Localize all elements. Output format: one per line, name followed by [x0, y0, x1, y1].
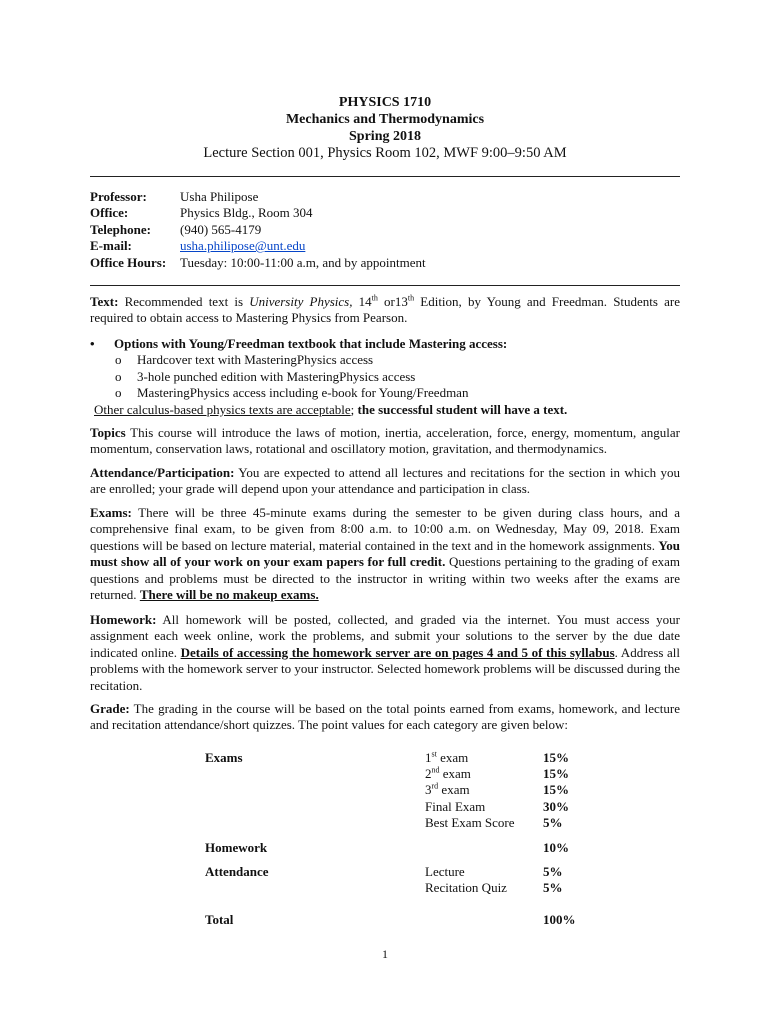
exams-label: Exams: [90, 505, 132, 520]
office-location: Physics Bldg., Room 304 [180, 205, 313, 221]
professor-row [90, 189, 426, 205]
homework-server-note: Details of accessing the homework server are on pages 4 and 5 of this syllabus [180, 644, 615, 660]
course-number: PHYSICS 1710 [338, 95, 432, 110]
exam-3-item: 3rd exam [425, 781, 470, 797]
attendance-category: Attendance [205, 864, 269, 879]
email-label: E-mail: [90, 238, 132, 254]
exams-category: Exams [205, 750, 243, 765]
office-hours-row [90, 255, 426, 271]
final-exam-item: Final Exam [425, 799, 486, 814]
textbook-options [90, 336, 680, 418]
best-exam-item: Best Exam Score [425, 815, 515, 830]
homework-label: Homework: [90, 612, 157, 627]
options-heading: • Options with Young/Freedman textbook that include Mastering access: [90, 336, 508, 351]
office-hours: Tuesday: 10:00-11:00 a.m, and by appointment [180, 254, 426, 270]
no-makeup-note: There will be no makeup exams. [139, 587, 319, 603]
text-section [90, 294, 680, 327]
topics-text: This course will introduce the laws of motion, inertia, acceleration, force, energy, momentum, angular momentum, conservation laws, rotational and oscillatory motion, gravitation, and thermodynamics. [90, 425, 680, 457]
recitation-quiz-percent: 5% [543, 880, 563, 895]
best-exam-percent: 5% [543, 815, 563, 830]
office-label: Office: [90, 205, 129, 221]
option-item: o Hardcover text with MasteringPhysics access [115, 352, 374, 368]
syllabus-header [90, 94, 680, 162]
page-number: 1 [382, 947, 388, 961]
divider-top [90, 176, 680, 177]
exam-3-percent: 15% [543, 782, 569, 797]
homework-percent: 10% [543, 840, 569, 855]
homework-section: Homework: All homework will be posted, collected, and graded via the internet. You must access your assignment each week online, work the problems, and submit your solutions to the server by the due date indicated online. Details of accessing the homework server are on pages 4 and 5 of this syllabus. Address all problems with the homework server to your instructor. Selected homework problems will be discussed during the recitation. [90, 612, 680, 693]
textbook-title: University Physics, [249, 294, 353, 309]
exam-1-percent: 15% [543, 750, 569, 765]
course-title: Mechanics and Thermodynamics [285, 112, 485, 127]
email-row [90, 238, 426, 254]
attendance-text: You are expected to attend all lectures and recitations for the section in which you are enrolled; your grade will depend upon your attendance and participation in class. [90, 465, 680, 497]
grade-label: Grade: [90, 701, 130, 716]
topics-label: Topics [90, 425, 126, 440]
instructor-info [90, 189, 426, 271]
lecture-section: Lecture Section 001, Physics Room 102, MWF 9:00–9:50 AM [203, 145, 567, 161]
attendance-section [90, 465, 680, 498]
attendance-label: Attendance/Participation: [90, 465, 235, 480]
show-work-note: You must show all of your work on your exam papers for full credit. [90, 537, 680, 570]
exam-2-percent: 15% [543, 766, 569, 781]
option-item: o 3-hole punched edition with MasteringPhysics access [115, 368, 416, 384]
telephone-label: Telephone: [90, 221, 151, 237]
telephone-row [90, 222, 426, 238]
email-link[interactable]: usha.philipose@unt.edu [180, 238, 306, 254]
total-percent: 100% [543, 912, 576, 927]
exam-2-item: 2nd exam [425, 765, 471, 781]
lecture-item: Lecture [425, 864, 465, 879]
lecture-percent: 5% [543, 864, 563, 879]
office-hours-label: Office Hours: [90, 254, 167, 270]
telephone-number: (940) 565-4179 [180, 221, 262, 237]
homework-category: Homework [205, 840, 268, 855]
recitation-quiz-item: Recitation Quiz [425, 880, 507, 895]
grade-text: The grading in the course will be based on the total points earned from exams, homework, and lecture and recitation attendance/short quizzes. The point values for each category are given below: [90, 701, 680, 733]
other-texts-note: Other calculus-based physics texts are acceptable; the successful student will have a text. [94, 401, 568, 417]
text-label: Text: [90, 294, 119, 309]
professor-label: Professor: [90, 189, 147, 204]
text-paragraph: Text: Recommended text is University Physics, 14th or13th Edition, by Young and Freedman. Students are required to obtain access to Mastering Physics from Pearson. [90, 293, 681, 326]
grade-section [90, 701, 680, 734]
bullet-marker: • [90, 336, 95, 351]
total-category: Total [205, 912, 234, 927]
option-item: o MasteringPhysics access including e-book for Young/Freedman [115, 385, 469, 401]
exams-section: Exams: There will be three 45-minute exams during the semester to be given during class hours, and a comprehensive final exam, to be given from 8:00 a.m. to 10:00 a.m. on Wednesday, May 09, 2018. Exam questions will be based on lecture material, material contained in the text and in the homework assignments. You must show all of your work on your exam papers for full credit. Questions pertaining to the grading of exam questions and problems must be directed to the instructor in writing within two weeks after the exams are returned. There will be no makeup exams. [90, 505, 680, 603]
office-row [90, 205, 426, 221]
professor-name: Usha Philipose [180, 189, 259, 204]
final-exam-percent: 30% [543, 799, 569, 814]
divider-bottom [90, 285, 680, 286]
topics-section [90, 425, 680, 458]
exam-1-item: 1st exam [425, 749, 469, 765]
course-term: Spring 2018 [349, 129, 421, 144]
